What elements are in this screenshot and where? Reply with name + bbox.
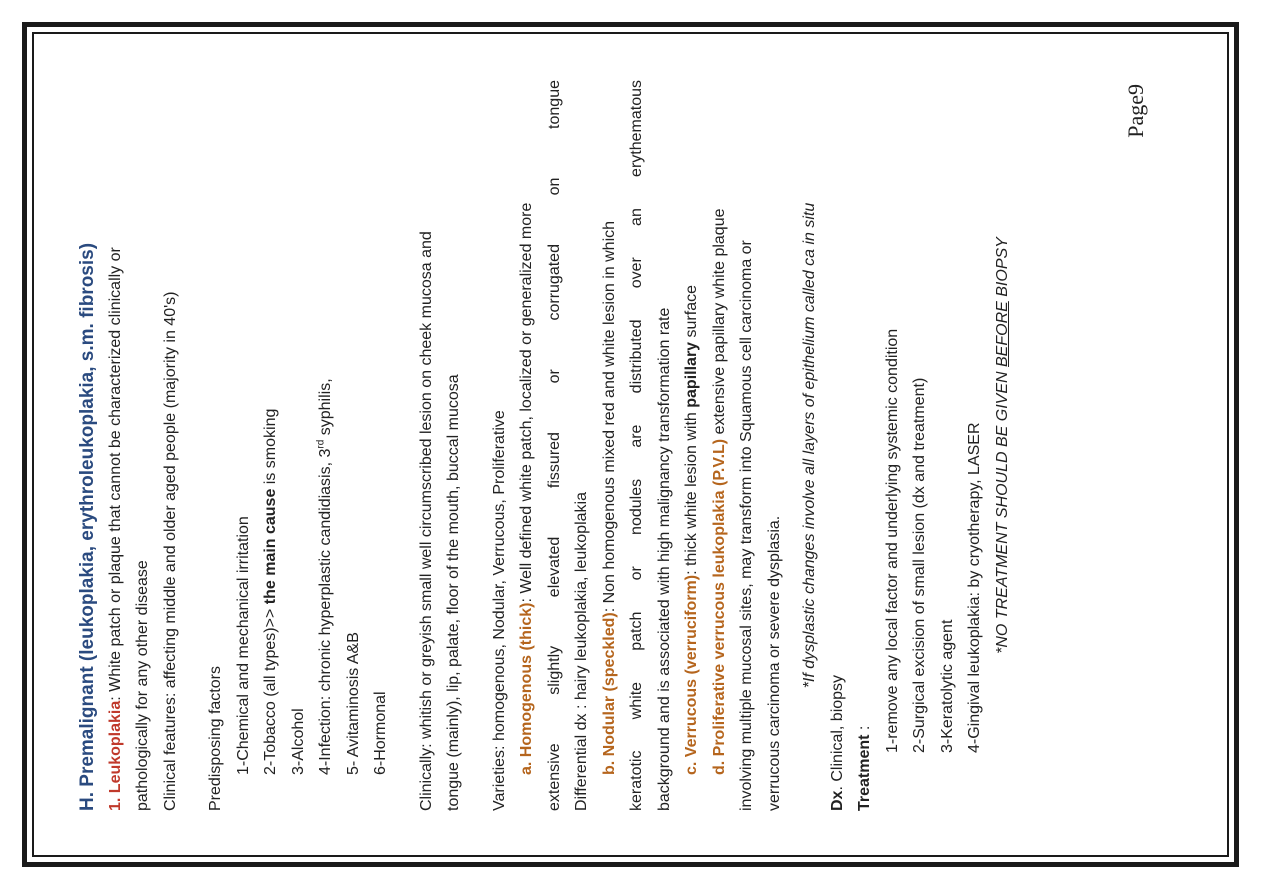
variety-c: c. Verrucous (verruciform): thick white lesion with papillary surface — [683, 285, 700, 775]
variety-d: d. Proliferative verrucous leukoplakia (P.V.L) extensive papillary white plaque — [710, 208, 728, 775]
variety-a: a. Homogenous (thick): Well defined white patch, localized or generalized more — [518, 202, 535, 775]
leukoplakia-definition: 1. Leukoplakia: White patch or plaque that cannot be characterized clinically or — [106, 247, 124, 811]
predisposing-heading: Predisposing factors — [207, 666, 224, 811]
treatment-4: 4-Gingival leukoplakia: by cryotherapy, LASER — [966, 422, 983, 753]
varieties-heading: Varieties: homogenous, Nodular, Verrucous, Proliferative — [490, 410, 508, 811]
leukoplakia-term: Leukoplakia — [106, 700, 124, 794]
clinically-line-1: Clinically: whitish or greyish small well circumscribed lesion on cheek mucosa and — [417, 231, 435, 811]
treatment-1: 1-remove any local factor and underlying systemic condition — [883, 328, 901, 753]
clinically-line-2: tongue (mainly), lip, palate, floor of the mouth, buccal mucosa — [445, 374, 462, 811]
treatment-3: 3-Keratolytic agent — [938, 619, 956, 753]
ca-in-situ-note: *If dysplastic changes involve all layers of epithelium called ca in situ — [801, 202, 818, 689]
factor-2: 2-Tobacco (all types)>> the main cause is smoking — [262, 408, 279, 775]
document-page — [36, 40, 1223, 855]
factor-4: 4-Infection: chronic hyperplastic candidiasis, 3rd syphilis, — [315, 378, 334, 775]
factor-5: 5- Avitaminosis A&B — [344, 632, 362, 775]
variety-b-line-2: keratotic white patch or nodules are distributed over an erythematous — [628, 80, 645, 811]
factor-1: 1-Chemical and mechanical irritation — [234, 516, 252, 775]
section-title: H. Premalignant (leukoplakia, erythroleukoplakia, s.m. fibrosis) — [77, 242, 98, 811]
variety-b: b. Nodular (speckled): Non homogenous mixed red and white lesion in which — [600, 220, 618, 775]
treatment-2: 2-Surgical excision of small lesion (dx and treatment) — [911, 377, 928, 753]
leukoplakia-definition-cont: pathologically for any other disease — [134, 560, 151, 811]
variety-a-line-2: extensive slightly elevated fissured or corrugated on tongue — [545, 80, 563, 811]
treatment-warning: *NO TREATMENT SHOULD BE GIVEN BEFORE BIOPSY — [993, 237, 1011, 654]
variety-d-line-2: involving multiple mucosal sites, may transform into Squamous cell carcinoma or — [738, 240, 755, 811]
factor-6: 6-Hormonal — [372, 691, 389, 775]
treatment-heading: Treatment : — [856, 725, 873, 811]
diagnosis: Dx. Clinical, biopsy — [828, 674, 846, 811]
variety-a-line-3: Differential dx : hairy leukoplakia, leukoplakia — [573, 492, 590, 811]
page-number: Page9 — [1122, 84, 1148, 138]
variety-d-line-3: verrucous carcinoma or severe dysplasia. — [765, 515, 783, 811]
variety-b-line-3: background and is associated with high malignancy transformation rate — [655, 307, 673, 811]
leukoplakia-number: 1. — [106, 793, 124, 811]
clinical-features: Clinical features: affecting middle and older aged people (majority in 40's) — [161, 291, 179, 811]
factor-3: 3-Alcohol — [289, 708, 307, 775]
